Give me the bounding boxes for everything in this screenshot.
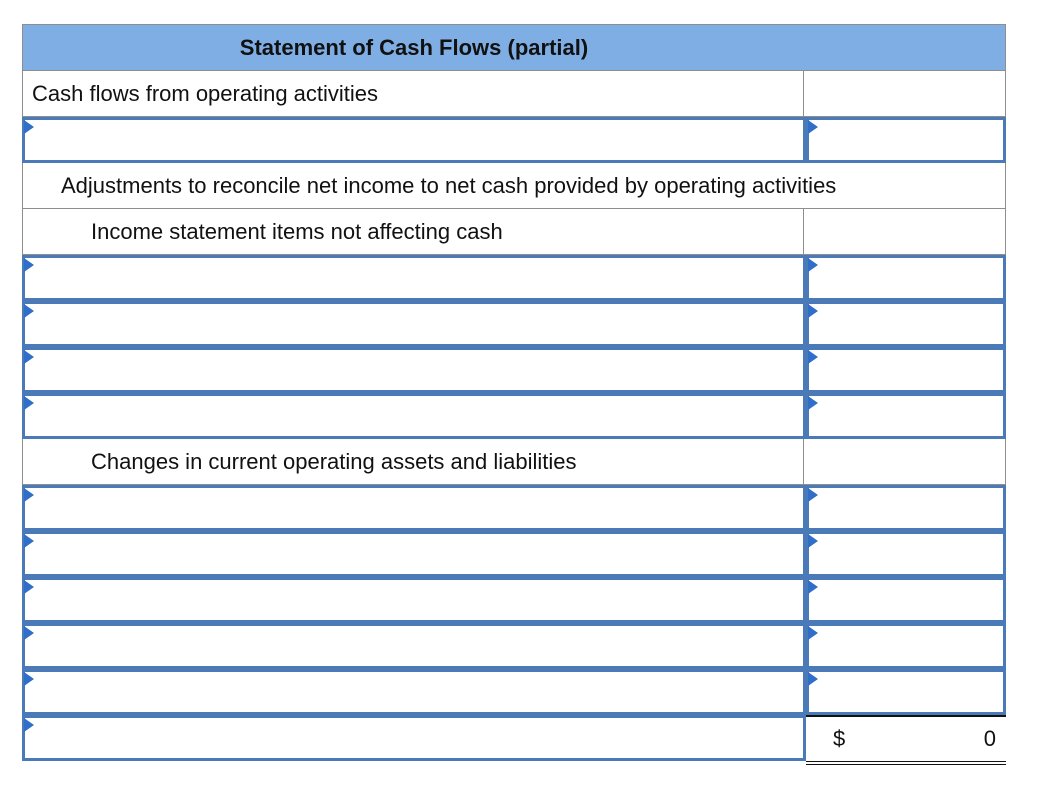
- change-5-value-input[interactable]: [809, 672, 1003, 712]
- noncash-heading-label: Income statement items not affecting cash: [91, 218, 503, 244]
- change-2-label-input[interactable]: [25, 534, 803, 574]
- double-underline: [806, 761, 1006, 765]
- total-row: [22, 715, 1006, 761]
- change-4-value-cell[interactable]: [806, 623, 1006, 669]
- change-2-value-input[interactable]: [809, 534, 1003, 574]
- noncash-2-value-input[interactable]: [809, 304, 1003, 344]
- operating-heading-cell: [22, 71, 804, 117]
- change-1-value-input[interactable]: [809, 488, 1003, 528]
- changes-heading-label: Changes in current operating assets and liabilities: [91, 448, 577, 474]
- operating-heading-row: [22, 71, 1006, 117]
- noncash-3-value-cell[interactable]: [806, 347, 1006, 393]
- change-row-2: [22, 531, 1006, 577]
- noncash-1-label-select[interactable]: [22, 255, 806, 301]
- change-row-5: [22, 669, 1006, 715]
- operating-heading-value-cell: [804, 71, 1006, 117]
- net-income-value-cell[interactable]: [806, 117, 1006, 163]
- change-1-label-input[interactable]: [25, 488, 803, 528]
- noncash-2-label-select[interactable]: [22, 301, 806, 347]
- operating-heading-label: Cash flows from operating activities: [32, 80, 379, 106]
- adjustments-heading-row: [22, 163, 1006, 209]
- noncash-1-label-input[interactable]: [25, 258, 803, 298]
- change-5-value-cell[interactable]: [806, 669, 1006, 715]
- noncash-heading-cell: [22, 209, 804, 255]
- change-5-label-input[interactable]: [25, 672, 803, 712]
- noncash-heading-row: [22, 209, 1006, 255]
- change-row-3: [22, 577, 1006, 623]
- change-row-1: [22, 485, 1006, 531]
- noncash-row-3: [22, 347, 1006, 393]
- noncash-row-1: [22, 255, 1006, 301]
- change-3-value-cell[interactable]: [806, 577, 1006, 623]
- total-label-select[interactable]: [22, 715, 806, 761]
- noncash-1-value-input[interactable]: [809, 258, 1003, 298]
- change-2-label-select[interactable]: [22, 531, 806, 577]
- statement-title-bar: [22, 24, 1006, 71]
- change-1-value-cell[interactable]: [806, 485, 1006, 531]
- noncash-4-label-select[interactable]: [22, 393, 806, 439]
- noncash-3-label-input[interactable]: [25, 350, 803, 390]
- change-4-label-input[interactable]: [25, 626, 803, 666]
- changes-heading-value-cell: [804, 439, 1006, 485]
- total-value: 0: [983, 726, 996, 751]
- currency-symbol: $: [833, 726, 846, 751]
- changes-heading-row: [22, 439, 1006, 485]
- change-1-label-select[interactable]: [22, 485, 806, 531]
- statement-title: Statement of Cash Flows (partial): [239, 34, 589, 60]
- change-4-label-select[interactable]: [22, 623, 806, 669]
- net-income-value-input[interactable]: [809, 120, 1003, 160]
- total-value-cell: [806, 715, 1006, 761]
- noncash-4-value-input[interactable]: [809, 396, 1003, 436]
- noncash-row-4: [22, 393, 1006, 439]
- change-2-value-cell[interactable]: [806, 531, 1006, 577]
- noncash-heading-value-cell: [804, 209, 1006, 255]
- noncash-2-label-input[interactable]: [25, 304, 803, 344]
- change-4-value-input[interactable]: [809, 626, 1003, 666]
- net-income-row: [22, 117, 1006, 163]
- change-row-4: [22, 623, 1006, 669]
- noncash-4-label-input[interactable]: [25, 396, 803, 436]
- change-5-label-select[interactable]: [22, 669, 806, 715]
- change-3-label-select[interactable]: [22, 577, 806, 623]
- noncash-3-value-input[interactable]: [809, 350, 1003, 390]
- noncash-3-label-select[interactable]: [22, 347, 806, 393]
- net-income-label-input[interactable]: [25, 120, 803, 160]
- change-3-value-input[interactable]: [809, 580, 1003, 620]
- net-income-label-select[interactable]: [22, 117, 806, 163]
- noncash-2-value-cell[interactable]: [806, 301, 1006, 347]
- noncash-row-2: [22, 301, 1006, 347]
- noncash-1-value-cell[interactable]: [806, 255, 1006, 301]
- adjustments-heading-cell: [22, 163, 1006, 209]
- total-label-input[interactable]: [25, 718, 803, 758]
- changes-heading-cell: [22, 439, 804, 485]
- change-3-label-input[interactable]: [25, 580, 803, 620]
- noncash-4-value-cell[interactable]: [806, 393, 1006, 439]
- adjustments-heading-label: Adjustments to reconcile net income to net cash provided by operating activities: [61, 172, 837, 198]
